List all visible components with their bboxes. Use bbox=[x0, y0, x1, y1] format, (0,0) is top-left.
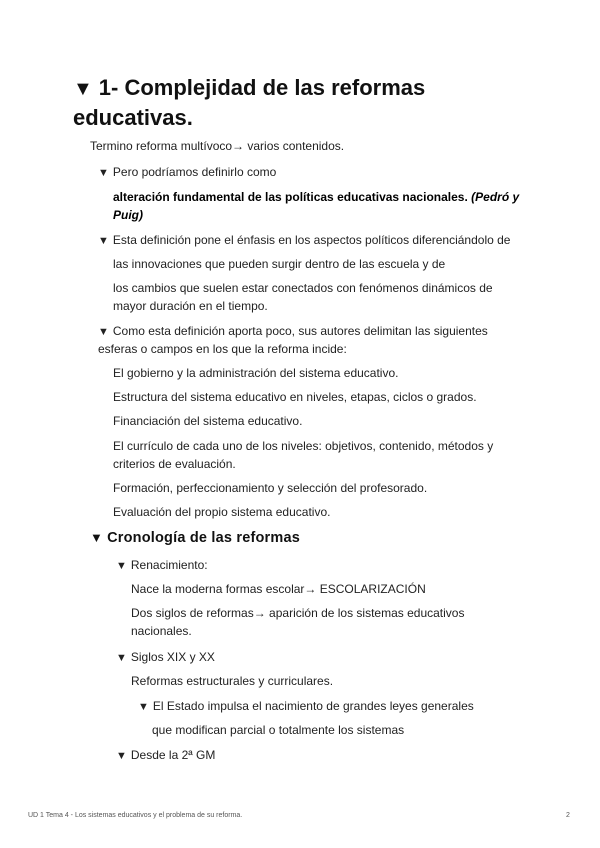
toggle-triangle-icon[interactable]: ▼ bbox=[98, 235, 109, 247]
page-number: 2 bbox=[566, 812, 570, 819]
heading-cronologia[interactable] bbox=[90, 530, 300, 546]
footer-title: UD 1 Tema 4 - Los sistemas educativos y el problema de su reforma. bbox=[28, 812, 243, 819]
toggle-triangle-icon[interactable]: ▼ bbox=[90, 530, 104, 545]
toggle-triangle-icon[interactable]: ▼ bbox=[116, 652, 127, 664]
toggle-item-enfasis[interactable] bbox=[98, 231, 510, 250]
definition-cite-cont: Puig) bbox=[113, 208, 143, 222]
paragraph-reformas: Reformas estructurales y curriculares. bbox=[131, 674, 334, 688]
paragraph-termino: Termino reforma multívoco→ varios contenidos. bbox=[90, 139, 345, 153]
esfera-item: Formación, perfeccionamiento y selección del profesorado. bbox=[113, 481, 428, 495]
toggle-triangle-icon[interactable]: ▼ bbox=[116, 750, 127, 762]
toggle-item-text: Desde la 2ª GM bbox=[130, 748, 216, 762]
toggle-item-estado[interactable] bbox=[138, 697, 474, 716]
toggle-item-text: Esta definición pone el énfasis en los aspectos políticos diferenciándolo de bbox=[112, 233, 511, 247]
toggle-triangle-icon[interactable]: ▼ bbox=[73, 78, 93, 100]
esfera-item: Financiación del sistema educativo. bbox=[113, 414, 303, 428]
toggle-item-renacimiento[interactable] bbox=[116, 556, 208, 575]
heading-main bbox=[73, 74, 425, 103]
paragraph-cambios-cont: mayor duración en el tiempo. bbox=[113, 299, 268, 313]
paragraph-innovaciones: las innovaciones que pueden surgir dentro de las escuela y de bbox=[113, 257, 446, 271]
definition-bold: alteración fundamental de las políticas educativas nacionales. bbox=[113, 190, 468, 204]
toggle-item-text: Siglos XIX y XX bbox=[130, 650, 215, 664]
toggle-item-esferas-cont: esferas o campos en los que la reforma incide: bbox=[98, 342, 347, 356]
definition-line bbox=[113, 188, 519, 206]
toggle-item-text: Renacimiento: bbox=[130, 558, 208, 572]
toggle-item-esferas[interactable] bbox=[98, 322, 488, 341]
paragraph-dos-siglos: Dos siglos de reformas→ aparición de los sistemas educativos bbox=[131, 606, 465, 620]
definition-cite: (Pedró y bbox=[471, 190, 520, 204]
heading-cronologia-text: Cronología de las reformas bbox=[107, 530, 301, 546]
toggle-triangle-icon[interactable]: ▼ bbox=[98, 167, 109, 179]
toggle-triangle-icon[interactable]: ▼ bbox=[138, 701, 149, 713]
paragraph-estado-cont: que modifican parcial o totalmente los sistemas bbox=[152, 723, 405, 737]
esfera-item: Evaluación del propio sistema educativo. bbox=[113, 505, 331, 519]
paragraph-cambios: los cambios que suelen estar conectados con fenómenos dinámicos de bbox=[113, 281, 493, 295]
toggle-triangle-icon[interactable]: ▼ bbox=[116, 560, 127, 572]
heading-main-cont: educativas. bbox=[73, 105, 193, 130]
paragraph-dos-siglos-cont: nacionales. bbox=[131, 624, 192, 638]
toggle-item-text: Pero podríamos definirlo como bbox=[112, 165, 277, 179]
toggle-item-text: Como esta definición aporta poco, sus autores delimitan las siguientes bbox=[112, 324, 488, 338]
esfera-item: El currículo de cada uno de los niveles: objetivos, contenido, métodos y bbox=[113, 439, 494, 453]
esfera-item: El gobierno y la administración del sistema educativo. bbox=[113, 366, 399, 380]
paragraph-escolarizacion: Nace la moderna formas escolar→ ESCOLARIZACIÓN bbox=[131, 582, 426, 596]
esfera-item: Estructura del sistema educativo en niveles, etapas, ciclos o grados. bbox=[113, 390, 477, 404]
toggle-item-siglos[interactable] bbox=[116, 648, 215, 667]
esfera-item-cont: criterios de evaluación. bbox=[113, 457, 236, 471]
heading-main-text: 1- Complejidad de las reformas bbox=[98, 75, 426, 100]
toggle-triangle-icon[interactable]: ▼ bbox=[98, 326, 109, 338]
toggle-item-text: El Estado impulsa el nacimiento de grandes leyes generales bbox=[152, 699, 474, 713]
toggle-item-2gm[interactable] bbox=[116, 746, 215, 765]
toggle-item-definir[interactable] bbox=[98, 163, 276, 182]
